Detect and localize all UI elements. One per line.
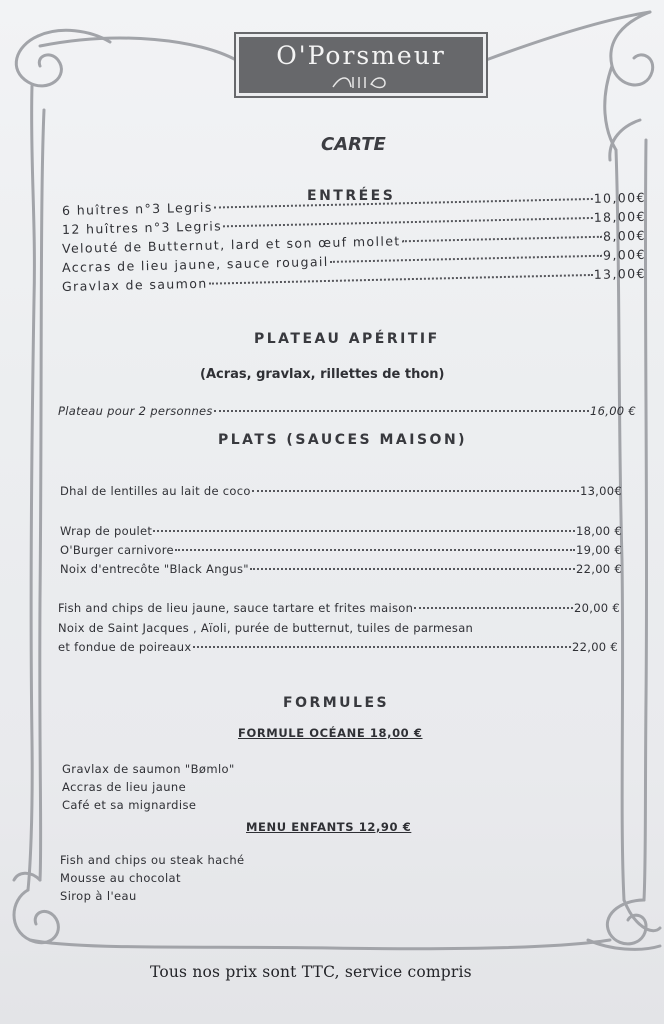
- dot-leader: [193, 646, 572, 648]
- dot-leader: [175, 549, 575, 551]
- formule-oceane-item: Accras de lieu jaune: [62, 780, 187, 794]
- entree-name: 12 huîtres n°3 Legris: [61, 218, 223, 237]
- formule-oceane-title: FORMULE OCÉANE 18,00 €: [238, 726, 423, 740]
- dot-leader: [214, 198, 593, 209]
- entree-price: 9,00€: [602, 246, 647, 263]
- plat-price: 13,00€: [579, 484, 622, 498]
- plat-price: 22,00 €: [572, 640, 618, 654]
- plat-name: Fish and chips de lieu jaune, sauce tartare et frites maison: [58, 601, 414, 615]
- entree-price: 8,00€: [602, 227, 647, 244]
- dot-leader: [252, 490, 579, 492]
- dot-leader: [330, 255, 602, 263]
- plateau-price: 16,00 €: [590, 404, 636, 418]
- dot-leader: [153, 530, 575, 532]
- plat-price: 18,00 €: [576, 524, 622, 538]
- entree-price: 18,00€: [593, 208, 647, 225]
- footer-note: Tous nos prix sont TTC, service compris: [150, 963, 472, 981]
- entree-name: Gravlax de saumon: [61, 275, 208, 294]
- plat-price: 19,00 €: [576, 543, 622, 557]
- dot-leader: [214, 410, 589, 412]
- formule-oceane-item: Gravlax de saumon "Bømlo": [62, 762, 235, 776]
- formule-oceane-item: Café et sa mignardise: [62, 798, 197, 812]
- plat-name: Dhal de lentilles au lait de coco: [60, 484, 251, 498]
- plat-item: [58, 601, 620, 615]
- menu-enfants-item: Fish and chips ou steak haché: [60, 853, 245, 867]
- plateau-name: Plateau pour 2 personnes: [58, 404, 213, 418]
- plat-item: [58, 640, 618, 654]
- plateau-heading: PLATEAU APÉRITIF: [254, 331, 440, 347]
- plats-heading: PLATS (SAUCES MAISON): [218, 432, 468, 448]
- dot-leader: [209, 274, 593, 285]
- entree-name: 6 huîtres n°3 Legris: [61, 199, 213, 218]
- plat-item: [60, 524, 622, 538]
- dot-leader: [250, 568, 575, 570]
- plat-name-line1: Noix de Saint Jacques , Aïoli, purée de butternut, tuiles de parmesan: [58, 621, 474, 635]
- menu-title: CARTE: [321, 134, 386, 155]
- menu-enfants-item: Mousse au chocolat: [60, 871, 181, 885]
- plat-name: Noix d'entrecôte "Black Angus": [60, 562, 249, 576]
- plat-name: O'Burger carnivore: [60, 543, 174, 557]
- plateau-subtitle: (Acras, gravlax, rillettes de thon): [200, 367, 445, 382]
- entrees-heading: ENTRÉES: [307, 188, 396, 204]
- plateau-item: [58, 404, 636, 418]
- entree-name: Accras de lieu jaune, sauce rougail: [61, 253, 329, 275]
- entree-price: 10,00€: [593, 189, 647, 206]
- dot-leader: [223, 217, 593, 227]
- dot-leader: [414, 607, 573, 609]
- plat-price: 20,00 €: [574, 601, 620, 615]
- menu-enfants-title: MENU ENFANTS 12,90 €: [246, 820, 412, 834]
- plat-item: [60, 484, 622, 498]
- dot-leader: [402, 236, 602, 243]
- plat-name: Wrap de poulet: [60, 524, 153, 538]
- plat-item: [60, 562, 622, 576]
- menu-enfants-item: Sirop à l'eau: [60, 889, 137, 903]
- plat-item: [60, 543, 622, 557]
- restaurant-logo: [236, 34, 486, 96]
- plat-price: 22,00 €: [576, 562, 622, 576]
- fish-logo-icon: [331, 73, 387, 91]
- plat-name-line2: et fondue de poireaux: [58, 640, 192, 654]
- entree-price: 13,00€: [593, 265, 647, 282]
- formules-heading: FORMULES: [283, 695, 390, 711]
- restaurant-name: O'Porsmeur: [276, 41, 446, 70]
- entree-name: Velouté de Butternut, lard et son œuf mollet: [61, 233, 401, 256]
